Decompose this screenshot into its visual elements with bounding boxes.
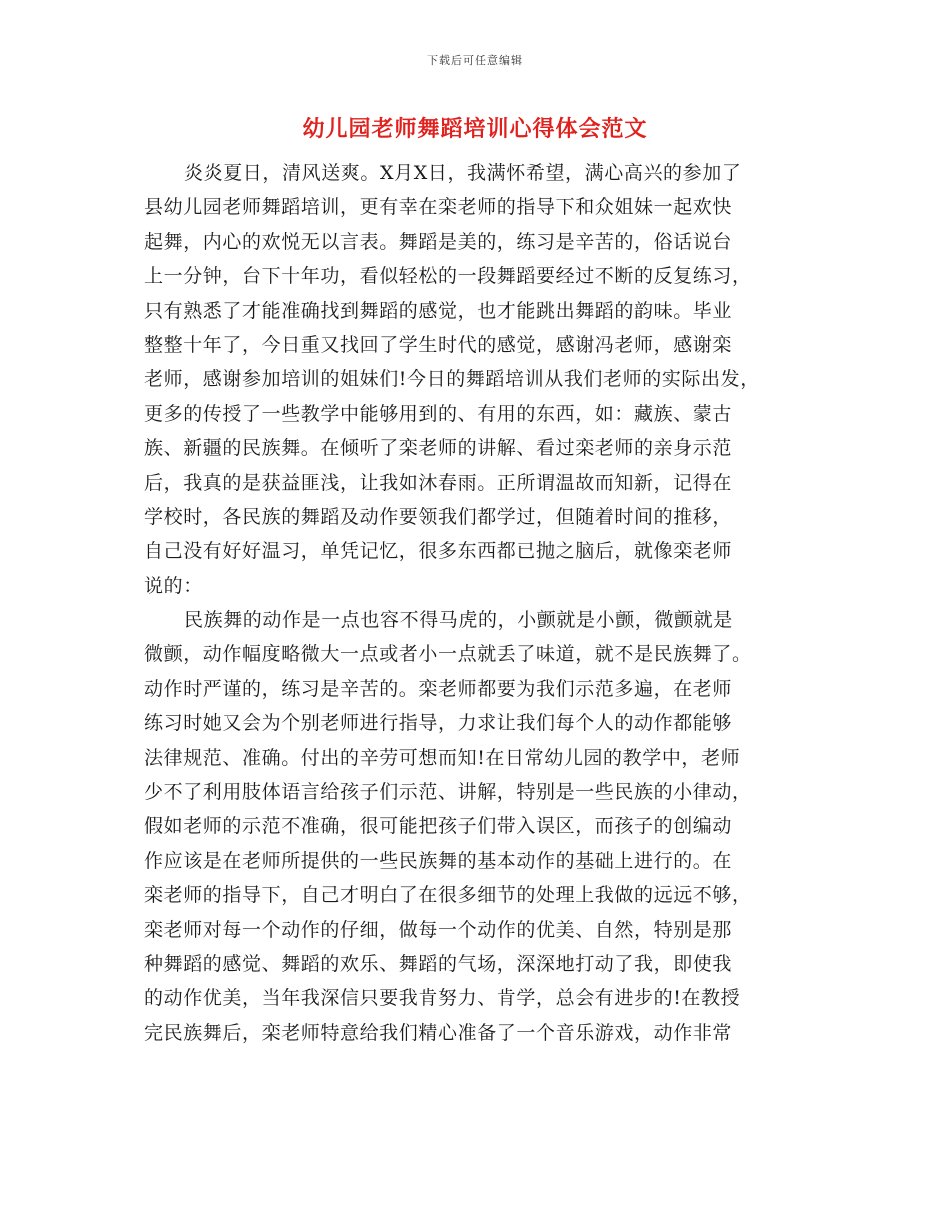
body-line: 自己没有好好温习，单凭记忆，很多东西都已抛之脑后，就像栾老师 [144, 540, 733, 563]
body-line: 说的： [144, 574, 203, 597]
document-title: 幼儿园老师舞蹈培训心得体会范文 [302, 116, 648, 142]
body-line: 种舞蹈的感觉、舞蹈的欢乐、舞蹈的气场，深深地打动了我，即使我 [144, 952, 733, 975]
body-line: 假如老师的示范不准确，很可能把孩子们带入误区，而孩子的创编动 [144, 815, 733, 838]
body-line: 微颤，动作幅度略微大一点或者小一点就丢了味道，就不是民族舞了。 [144, 643, 752, 666]
body-line: 起舞，内心的欢悦无以言表。舞蹈是美的，练习是辛苦的，俗话说台 [144, 230, 733, 253]
body-line: 的动作优美，当年我深信只要我肯努力、肯学，总会有进步的!在教授 [144, 987, 741, 1010]
body-line: 只有熟悉了才能准确找到舞蹈的感觉，也才能跳出舞蹈的韵味。毕业 [144, 299, 733, 322]
body-line: 民族舞的动作是一点也容不得马虎的，小颤就是小颤，微颤就是 [184, 609, 733, 632]
body-line: 栾老师的指导下，自己才明白了在很多细节的处理上我做的远远不够， [144, 884, 752, 907]
body-line: 动作时严谨的，练习是辛苦的。栾老师都要为我们示范多遍，在老师 [144, 677, 733, 700]
body-line: 栾老师对每一个动作的仔细，做每一个动作的优美、自然，特别是那 [144, 918, 733, 941]
body-line: 族、新疆的民族舞。在倾听了栾老师的讲解、看过栾老师的亲身示范 [144, 437, 733, 460]
body-line: 炎炎夏日，清风送爽。X月X日，我满怀希望，满心高兴的参加了 [184, 162, 742, 184]
body-line: 老师，感谢参加培训的姐妹们!今日的舞蹈培训从我们老师的实际出发， [144, 368, 760, 391]
body-line: 作应该是在老师所提供的一些民族舞的基本动作的基础上进行的。在 [144, 849, 733, 872]
body-line: 学校时，各民族的舞蹈及动作要领我们都学过，但随着时间的推移， [144, 505, 733, 528]
document-body [144, 156, 824, 1050]
body-line: 法律规范、准确。付出的辛劳可想而知!在日常幼儿园的教学中，老师 [144, 746, 741, 769]
body-line: 县幼儿园老师舞蹈培训，更有幸在栾老师的指导下和众姐妹一起欢快 [144, 196, 733, 219]
body-line: 整整十年了，今日重又找回了学生时代的感觉，感谢冯老师，感谢栾 [144, 333, 733, 356]
body-line: 少不了利用肢体语言给孩子们示范、讲解，特别是一些民族的小律动， [144, 781, 752, 804]
header-note: 下载后可任意编辑 [427, 54, 523, 67]
body-line: 上一分钟，台下十年功，看似轻松的一段舞蹈要经过不断的反复练习， [144, 265, 752, 288]
body-line: 练习时她又会为个别老师进行指导，力求让我们每个人的动作都能够 [144, 712, 733, 735]
body-line: 完民族舞后，栾老师特意给我们精心准备了一个音乐游戏，动作非常 [144, 1021, 733, 1044]
body-line: 后，我真的是获益匪浅，让我如沐春雨。正所谓温故而知新，记得在 [144, 471, 733, 494]
body-line: 更多的传授了一些教学中能够用到的、有用的东西，如：藏族、蒙古 [144, 402, 733, 425]
